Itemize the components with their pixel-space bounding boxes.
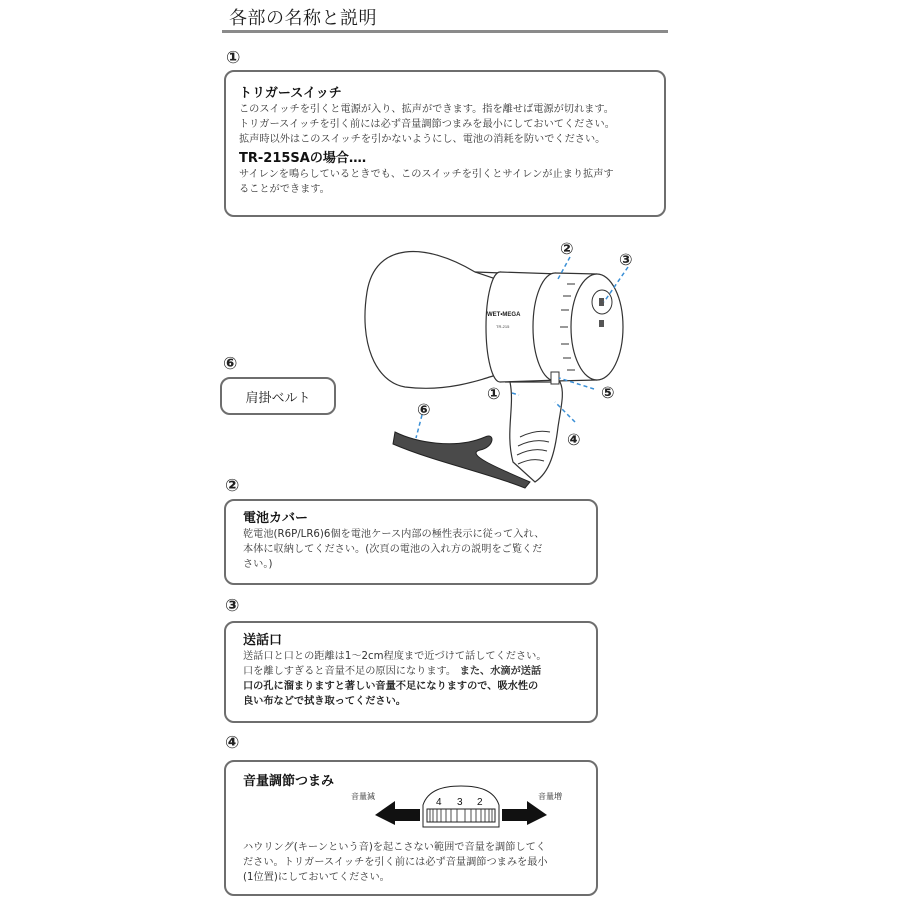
title-divider	[222, 30, 668, 33]
mouthpiece-box	[224, 621, 598, 723]
arrow-left-icon	[375, 801, 420, 825]
trigger-line-1: このスイッチを引くと電源が入り、拡声ができます。指を離せば電源が切れます。	[239, 104, 614, 115]
volume-line-1: ハウリング(キーンという音)を起こさない範囲で音量を調節してく	[243, 842, 546, 853]
trigger-switch-box	[224, 70, 666, 217]
page-title: 各部の名称と説明	[229, 8, 377, 29]
callout-4: ④	[567, 430, 581, 449]
battery-cover-box	[224, 499, 598, 585]
tr215sa-subheading: TR-215SAの場合‥‥	[239, 151, 367, 166]
megaphone-illustration	[355, 232, 665, 494]
mouthpiece-line-2-normal: 口を離しすぎると音量不足の原因になります。	[243, 666, 457, 677]
trigger-line-2: トリガースイッチを引く前には必ず音量調節つまみを最小にしておいてください。	[239, 119, 615, 130]
knob-number-2: 2	[477, 797, 483, 808]
section-number-1: ①	[226, 48, 241, 68]
knob-number-4: 4	[436, 797, 442, 808]
mouthpiece-line-3: 口の孔に溜まりますと著しい音量不足になりますので、吸水性の	[243, 681, 539, 692]
volume-line-2: ださい。トリガースイッチを引く前には必ず音量調節つまみを最小	[243, 857, 548, 868]
callout-1: ①	[487, 384, 501, 403]
shoulder-belt-label: 肩掛ベルト	[245, 390, 311, 406]
mouthpiece-line-2-bold: また、水滴が送話	[456, 666, 542, 677]
callout-6: ⑥	[417, 400, 431, 419]
tr215sa-line-1: サイレンを鳴らしているときでも、このスイッチを引くとサイレンが止まり拡声す	[239, 169, 614, 180]
mouthpiece-line-4: 良い布などで拭き取ってください。	[243, 696, 406, 707]
shoulder-belt-box	[220, 377, 336, 415]
section-number-6: ⑥	[223, 354, 238, 374]
battery-cover-heading: 電池カバー	[243, 511, 309, 526]
svg-text:TR-215: TR-215	[496, 324, 510, 329]
volume-line-3: (1位置)にしておいてください。	[243, 872, 390, 883]
callout-3: ③	[619, 250, 633, 269]
tr215sa-line-2: ることができます。	[239, 184, 330, 195]
mouthpiece-line-1: 送話口と口との距離は1〜2cm程度まで近づけて話してください。	[243, 651, 547, 662]
section-number-2: ②	[225, 476, 240, 496]
trigger-switch-heading: トリガースイッチ	[239, 86, 342, 101]
mouthpiece-line-2	[243, 664, 596, 679]
mouthpiece-heading: 送話口	[243, 633, 283, 648]
battery-line-2: 本体に収納してください。(次頁の電池の入れ方の説明をご覧くだ	[243, 544, 543, 555]
brand-text: WET•MEGA	[487, 312, 521, 318]
section-number-4: ④	[225, 733, 240, 753]
section-number-3: ③	[225, 596, 240, 616]
arrow-right-icon	[502, 801, 547, 825]
knob-number-3: 3	[457, 797, 463, 808]
volume-knob-heading: 音量調節つまみ	[243, 774, 335, 789]
battery-line-3: さい。)	[243, 559, 273, 570]
trigger-line-3: 拡声時以外はこのスイッチを引かないようにし、電池の消耗を防いでください。	[239, 134, 606, 145]
battery-line-1: 乾電池(R6P/LR6)6個を電池ケース内部の極性表示に従って入れ、	[243, 529, 545, 540]
callout-5: ⑤	[601, 383, 615, 402]
volume-increase-label: 音量増	[538, 792, 562, 801]
volume-decrease-label: 音量減	[351, 792, 375, 801]
callout-2: ②	[560, 239, 574, 258]
volume-knob-diagram	[343, 785, 579, 830]
